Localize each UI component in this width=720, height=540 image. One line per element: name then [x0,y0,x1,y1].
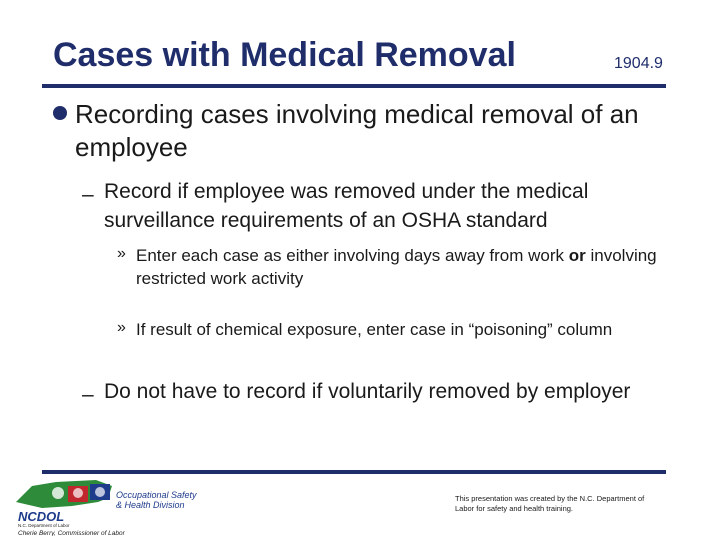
logo-dept-text: N.C. Department of Labor [18,523,70,528]
logo-emblem-1 [52,487,64,499]
logo-division-line2: & Health Division [116,500,185,510]
sub-bullet-voluntary: Do not have to record if voluntarily removed by employer [104,380,631,403]
subsub1-text-post: involving restricted work activity [136,246,657,288]
bullet-main: Recording cases involving medical removal of an employee [75,99,639,162]
footer-credit-note: This presentation was created by the N.C. Department of Labor for safety and health training. [455,494,645,513]
logo-emblem-3 [95,487,105,497]
sub-bullet-record: Record if employee was removed under the medical surveillance requirements of an OSHA standard [104,180,589,232]
dash-marker: – [82,383,94,406]
title-divider [42,84,666,88]
subsub1-text-or: or [568,246,586,265]
bullet-dot-icon [53,106,67,120]
page-title: Cases with Medical Removal [53,36,516,74]
subsub-bullet-days-away [136,244,696,290]
section-reference: 1904.9 [614,55,663,72]
subsub1-text-pre: Enter each case as either involving days away from work [136,246,569,265]
logo-ncdol-text: NCDOL [18,509,65,524]
chevron-marker: » [117,245,126,262]
ncdol-logo [12,472,202,536]
logo-emblem-2 [73,488,83,498]
logo-division-line1: Occupational Safety [116,490,197,500]
logo-commissioner-text: Cherie Berry, Commissioner of Labor [18,530,125,536]
chevron-marker: » [117,319,126,336]
dash-marker: – [82,183,94,206]
subsub-bullet-poisoning: If result of chemical exposure, enter case in “poisoning” column [136,320,613,339]
